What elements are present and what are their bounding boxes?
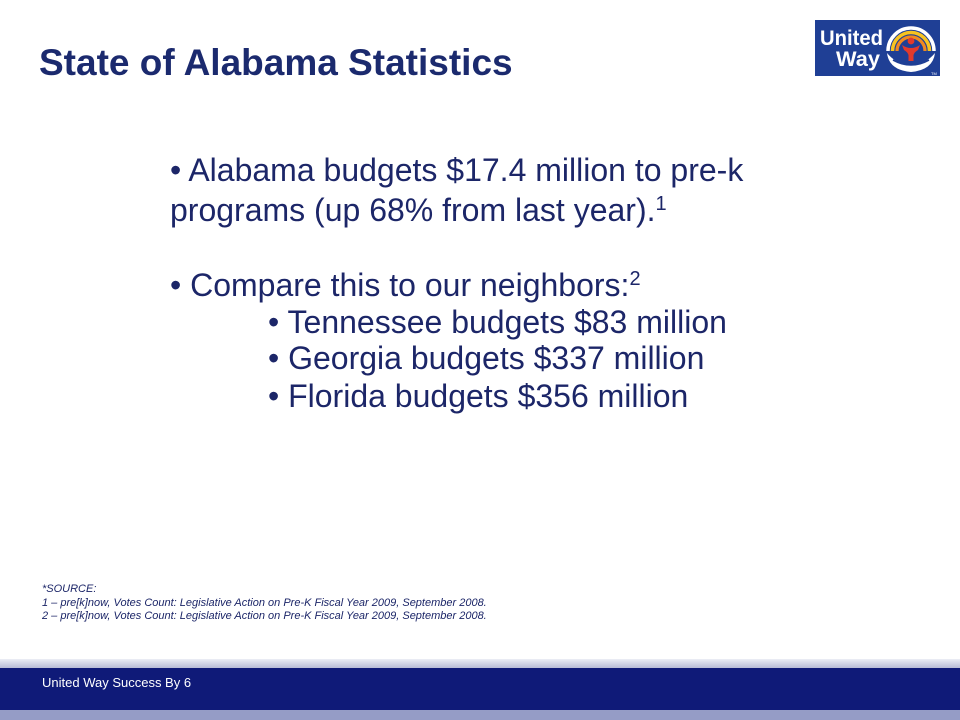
source-notes <box>42 583 642 624</box>
footer-accent-top <box>0 659 960 668</box>
logo-word-united: United <box>820 27 883 50</box>
logo-word-way: Way <box>836 48 881 71</box>
compare-text: Compare this to our neighbors: <box>190 267 630 303</box>
source-item-2: 2 – pre[k]now, Votes Count: Legislative Action on Pre-K Fiscal Year 2009, September 2008. <box>42 610 487 622</box>
bullet-compare-neighbors <box>170 266 641 304</box>
alabama-budget-text-line1: Alabama budgets $17.4 million to pre-k <box>188 152 744 188</box>
neighbor-item-georgia <box>268 339 704 377</box>
footnote-ref-1: 1 <box>655 193 667 215</box>
neighbor-text: Tennessee budgets $83 million <box>287 304 727 340</box>
neighbor-item-tennessee <box>268 303 727 341</box>
source-heading: *SOURCE: <box>42 583 97 595</box>
neighbor-text: Florida budgets $356 million <box>288 378 689 414</box>
slide-title: State of Alabama Statistics <box>39 42 513 83</box>
trademark-mark: TM <box>931 71 937 76</box>
bullet-marker: • <box>268 340 280 376</box>
bullet-marker: • <box>170 267 182 303</box>
footer-label: United Way Success By 6 <box>42 675 192 690</box>
footnote-ref-2: 2 <box>629 268 641 290</box>
bullet-alabama-budget <box>170 151 743 189</box>
bullet-marker: • <box>268 304 280 340</box>
footer-bar <box>0 668 960 710</box>
alabama-budget-text-line2: programs (up 68% from last year). <box>170 192 656 228</box>
bullet-alabama-budget-continued <box>170 191 667 229</box>
united-way-logo <box>815 20 940 76</box>
neighbor-item-florida <box>268 377 688 415</box>
footer-accent-bottom <box>0 710 960 720</box>
neighbor-text: Georgia budgets $337 million <box>288 340 705 376</box>
bullet-marker: • <box>268 378 280 414</box>
bullet-marker: • <box>170 152 182 188</box>
source-item-1: 1 – pre[k]now, Votes Count: Legislative Action on Pre-K Fiscal Year 2009, September 2008. <box>42 596 487 609</box>
